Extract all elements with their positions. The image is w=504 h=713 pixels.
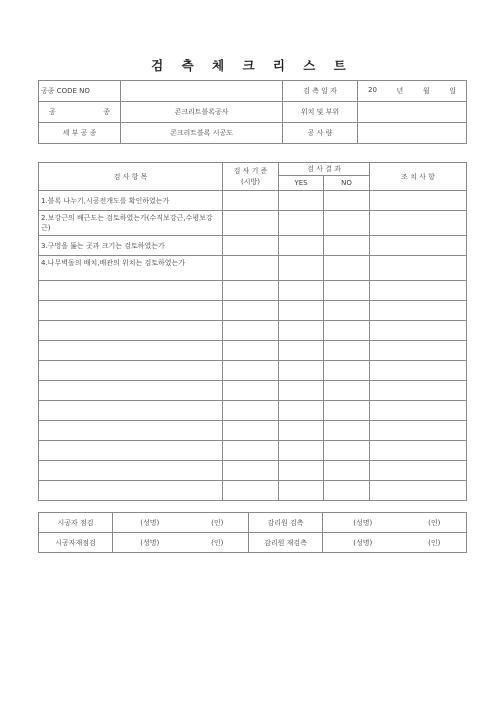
work-value[interactable]: 콘크리트블록공사: [121, 102, 283, 123]
check-standard[interactable]: [223, 441, 279, 461]
check-item: [39, 281, 223, 301]
header-standard-2: (시방): [241, 177, 260, 186]
check-action[interactable]: [370, 236, 467, 256]
check-no[interactable]: [324, 381, 370, 401]
header-item: 검 사 항 목: [39, 163, 223, 191]
check-no[interactable]: [324, 236, 370, 256]
check-item: [39, 401, 223, 421]
header-standard-1: 검 사 기 준: [233, 166, 268, 175]
check-action[interactable]: [370, 211, 467, 236]
table-row: [39, 381, 467, 401]
table-row: [39, 211, 467, 236]
page-title: 검 측 체 크 리 스 트: [151, 58, 353, 73]
check-action[interactable]: [370, 361, 467, 381]
check-standard[interactable]: [223, 481, 279, 501]
check-standard[interactable]: [223, 421, 279, 441]
check-no[interactable]: [324, 461, 370, 481]
code-value[interactable]: [121, 81, 283, 102]
check-no[interactable]: [324, 481, 370, 501]
check-yes[interactable]: [279, 281, 324, 301]
check-no[interactable]: [324, 256, 370, 281]
check-item: [39, 481, 223, 501]
sign-seal-1b[interactable]: (인): [403, 513, 467, 533]
sign-seal-2[interactable]: (인): [187, 533, 249, 553]
table-row: [39, 301, 467, 321]
table-row: [39, 236, 467, 256]
info-table: [38, 80, 467, 144]
check-standard[interactable]: [223, 211, 279, 236]
check-no[interactable]: [324, 361, 370, 381]
header-result: 검 사 결 과: [279, 163, 370, 176]
check-yes[interactable]: [279, 341, 324, 361]
check-action[interactable]: [370, 191, 467, 211]
check-item: [39, 461, 223, 481]
check-yes[interactable]: [279, 481, 324, 501]
table-row: [39, 321, 467, 341]
check-standard[interactable]: [223, 236, 279, 256]
check-item: [39, 321, 223, 341]
date-value[interactable]: [358, 81, 467, 102]
check-action[interactable]: [370, 421, 467, 441]
sign-name-1[interactable]: (성명): [113, 513, 187, 533]
sign-name-2[interactable]: (성명): [113, 533, 187, 553]
check-no[interactable]: [324, 211, 370, 236]
check-item: [39, 361, 223, 381]
check-no[interactable]: [324, 301, 370, 321]
check-standard[interactable]: [223, 281, 279, 301]
check-no[interactable]: [324, 401, 370, 421]
check-item: 1.블록 나누기,시공전개도를 확인하였는가: [39, 191, 223, 211]
sign-name-1b[interactable]: (성명): [323, 513, 403, 533]
quantity-value[interactable]: [358, 123, 467, 144]
sign-seal-2b[interactable]: (인): [403, 533, 467, 553]
check-yes[interactable]: [279, 256, 324, 281]
header-no: NO: [324, 176, 370, 191]
code-label: 공종 CODE NO: [39, 81, 121, 102]
table-row: [39, 256, 467, 281]
check-action[interactable]: [370, 301, 467, 321]
work-label: [39, 102, 121, 123]
table-row: [39, 401, 467, 421]
detail-value[interactable]: 콘크리트블록 시공도: [121, 123, 283, 144]
check-item: [39, 301, 223, 321]
check-action[interactable]: [370, 381, 467, 401]
check-no[interactable]: [324, 321, 370, 341]
check-item: 4.나무벽돌의 배치,배관의 위치는 검토하였는가: [39, 256, 223, 281]
detail-label: 세 부 공 종: [39, 123, 121, 144]
check-yes[interactable]: [279, 381, 324, 401]
check-no[interactable]: [324, 421, 370, 441]
check-yes[interactable]: [279, 401, 324, 421]
table-row: [39, 361, 467, 381]
header-yes: YES: [279, 176, 324, 191]
date-year: 20: [368, 86, 377, 94]
table-row: [39, 441, 467, 461]
check-item: 2.보강근의 배근도는 검토하였는가(수직보강근,수평보강근): [39, 211, 223, 236]
location-value[interactable]: [358, 102, 467, 123]
info-row-detail: [39, 123, 467, 144]
check-standard[interactable]: [223, 256, 279, 281]
date-label: 검 측 일 자: [283, 81, 358, 102]
check-yes[interactable]: [279, 441, 324, 461]
check-action[interactable]: [370, 281, 467, 301]
check-yes[interactable]: [279, 461, 324, 481]
table-row: [39, 281, 467, 301]
sign-table: [38, 512, 467, 553]
check-standard[interactable]: [223, 321, 279, 341]
check-action[interactable]: [370, 256, 467, 281]
check-no[interactable]: [324, 341, 370, 361]
check-item: 3.구멍을 뚫는 곳과 크기는 검토하였는가: [39, 236, 223, 256]
check-item: [39, 421, 223, 441]
check-yes[interactable]: [279, 191, 324, 211]
check-action[interactable]: [370, 481, 467, 501]
check-standard[interactable]: [223, 401, 279, 421]
check-standard[interactable]: [223, 361, 279, 381]
info-row-work: [39, 102, 467, 123]
check-action[interactable]: [370, 461, 467, 481]
date-year-unit: 년: [396, 87, 404, 95]
check-table: [38, 162, 467, 501]
sign-row-2: [39, 533, 467, 553]
check-action[interactable]: [370, 401, 467, 421]
check-action[interactable]: [370, 341, 467, 361]
check-yes[interactable]: [279, 321, 324, 341]
table-row: [39, 341, 467, 361]
check-yes[interactable]: [279, 236, 324, 256]
sign-label-2: 시공자재점검: [39, 533, 113, 553]
check-yes[interactable]: [279, 301, 324, 321]
sign-label-2b: 감리원 재검측: [249, 533, 323, 553]
check-no[interactable]: [324, 281, 370, 301]
table-row: [39, 461, 467, 481]
check-yes[interactable]: [279, 361, 324, 381]
check-item: [39, 381, 223, 401]
check-action[interactable]: [370, 321, 467, 341]
check-standard[interactable]: [223, 341, 279, 361]
sign-row-1: [39, 513, 467, 533]
date-day-unit: 일: [449, 87, 456, 95]
table-row: [39, 421, 467, 441]
check-standard[interactable]: [223, 191, 279, 211]
location-label: 위치 및 부위: [283, 102, 358, 123]
check-standard[interactable]: [223, 461, 279, 481]
check-no[interactable]: [324, 441, 370, 461]
sign-label-1: 시공자 점검: [39, 513, 113, 533]
table-row: [39, 191, 467, 211]
check-yes[interactable]: [279, 211, 324, 236]
check-item: [39, 441, 223, 461]
work-label-b: 종: [103, 108, 110, 116]
check-action[interactable]: [370, 441, 467, 461]
table-row: [39, 481, 467, 501]
check-yes[interactable]: [279, 421, 324, 441]
check-standard[interactable]: [223, 381, 279, 401]
info-row-code: [39, 81, 467, 102]
quantity-label: 공 사 량: [283, 123, 358, 144]
date-month-unit: 월: [422, 87, 430, 95]
check-no[interactable]: [324, 191, 370, 211]
sign-seal-1[interactable]: (인): [187, 513, 249, 533]
sign-label-1b: 감리원 검측: [249, 513, 323, 533]
check-item: [39, 341, 223, 361]
work-label-a: 공: [49, 108, 56, 116]
header-action: 조 치 사 항: [370, 163, 467, 191]
sign-name-2b[interactable]: (성명): [323, 533, 403, 553]
check-standard[interactable]: [223, 301, 279, 321]
header-standard: [223, 163, 279, 191]
check-header-row: [39, 163, 467, 176]
